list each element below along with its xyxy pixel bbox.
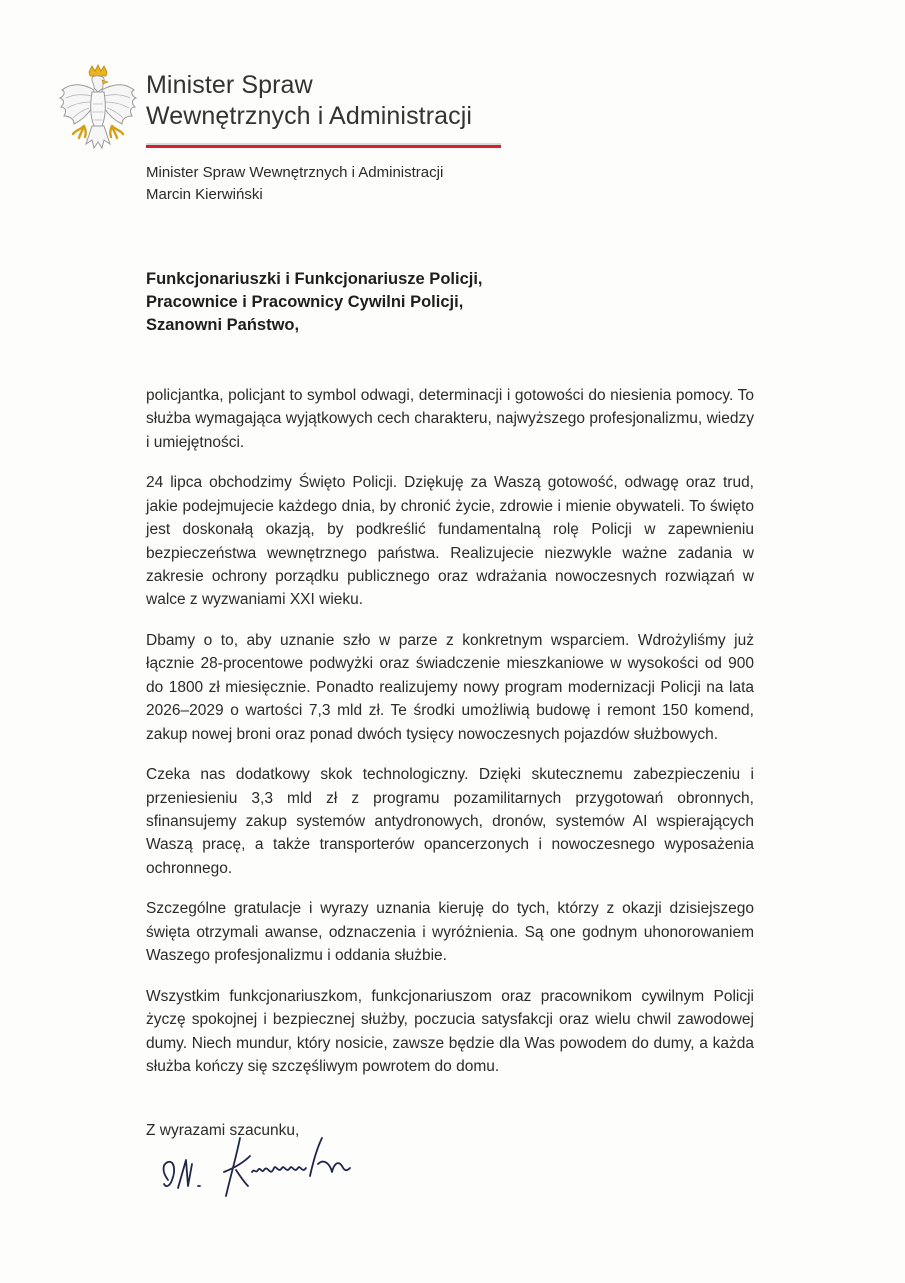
salutation-line-1: Funkcjonariuszki i Funkcjonariusze Policji, [146, 270, 483, 288]
closing-phrase: Z wyrazami szacunku, [146, 1122, 300, 1139]
salutation [146, 268, 483, 337]
salutation-line-2: Pracownice i Pracownicy Cywilni Policji, [146, 293, 464, 311]
paragraph: Dbamy o to, aby uznanie szło w parze z konkretnym wsparciem. Wdrożyliśmy już łącznie 28-procentowe podwyżki oraz świadczenie mieszkaniowe w wysokości od 900 do 1800 zł miesięcznie. Ponadto realizujemy nowy program modernizacji Policji na lata 2026–2029 o wartości 7,3 mld zł. Te środki umożliwią budowę i remont 150 komend, zakup nowej broni oraz ponad dwóch tysięcy nowoczesnych pojazdów służbowych. [146, 632, 754, 743]
paragraph: Wszystkim funkcjonariuszkom, funkcjonariuszom oraz pracownikom cywilnym Policji życzę spokojnej i bezpiecznej służby, poczucia satysfakcji oraz wielu chwil zawodowej dumy. Niech mundur, który nosicie, zawsze będzie dla Was powodem do dumy, a każda służba kończy się szczęśliwym powrotem do domu. [146, 987, 754, 1076]
paragraph: Czeka nas dodatkowy skok technologiczny. Dzięki skutecznemu zabezpieczeniu i przeniesieniu 3,3 mld zł z programu pozamilitarnych przygotowań obronnych, sfinansujemy zakup systemów antydronowych, dronów, systemów AI wspierających Waszą pracę, a także transporterów opancerzonych i nowoczesnego wyposażenia ochronnego. [146, 766, 754, 877]
sender-block [146, 162, 443, 206]
ministry-name-line1: Minister Spraw [146, 71, 313, 99]
paragraph: policjantka, policjant to symbol odwagi, determinacji i gotowości do niesienia pomocy. To służba wymagająca wyjątkowych cech charakteru, najwyższego profesjonalizmu, wiedzy i umiejętności. [146, 387, 754, 451]
sender-title: Minister Spraw Wewnętrznych i Administracji [146, 164, 444, 181]
sender-name: Marcin Kierwiński [146, 186, 263, 203]
paragraph: Szczególne gratulacje i wyrazy uznania kieruję do tych, którzy z okazji dzisiejszego święta otrzymali awanse, odznaczenia i wyróżnienia. Są one godnym uhonorowaniem Waszego profesjonalizmu i oddania służbie. [146, 900, 754, 965]
polish-eagle-icon [56, 64, 140, 160]
salutation-line-3: Szanowni Państwo, [146, 316, 300, 334]
brand-divider [146, 143, 501, 148]
ministry-name-line2: Wewnętrznych i Administracji [146, 102, 473, 130]
letter-body [146, 384, 754, 1096]
handwritten-signature-icon [140, 1128, 400, 1208]
paragraph: 24 lipca obchodzimy Święto Policji. Dziękuję za Waszą gotowość, odwagę oraz trud, jakie podejmujecie każdego dnia, by chronić życie, zdrowie i mienie obywateli. To święto jest doskonałą okazją, by podkreślić fundamentalną rolę Policji w zapewnieniu bezpieczeństwa wewnętrznego państwa. Realizujecie niezwykle ważne zadania w zakresie ochrony porządku publicznego oraz wdrażania nowoczesnych rozwiązań w walce z wyzwaniami XXI wieku. [146, 474, 754, 609]
ministry-brand [146, 70, 472, 132]
